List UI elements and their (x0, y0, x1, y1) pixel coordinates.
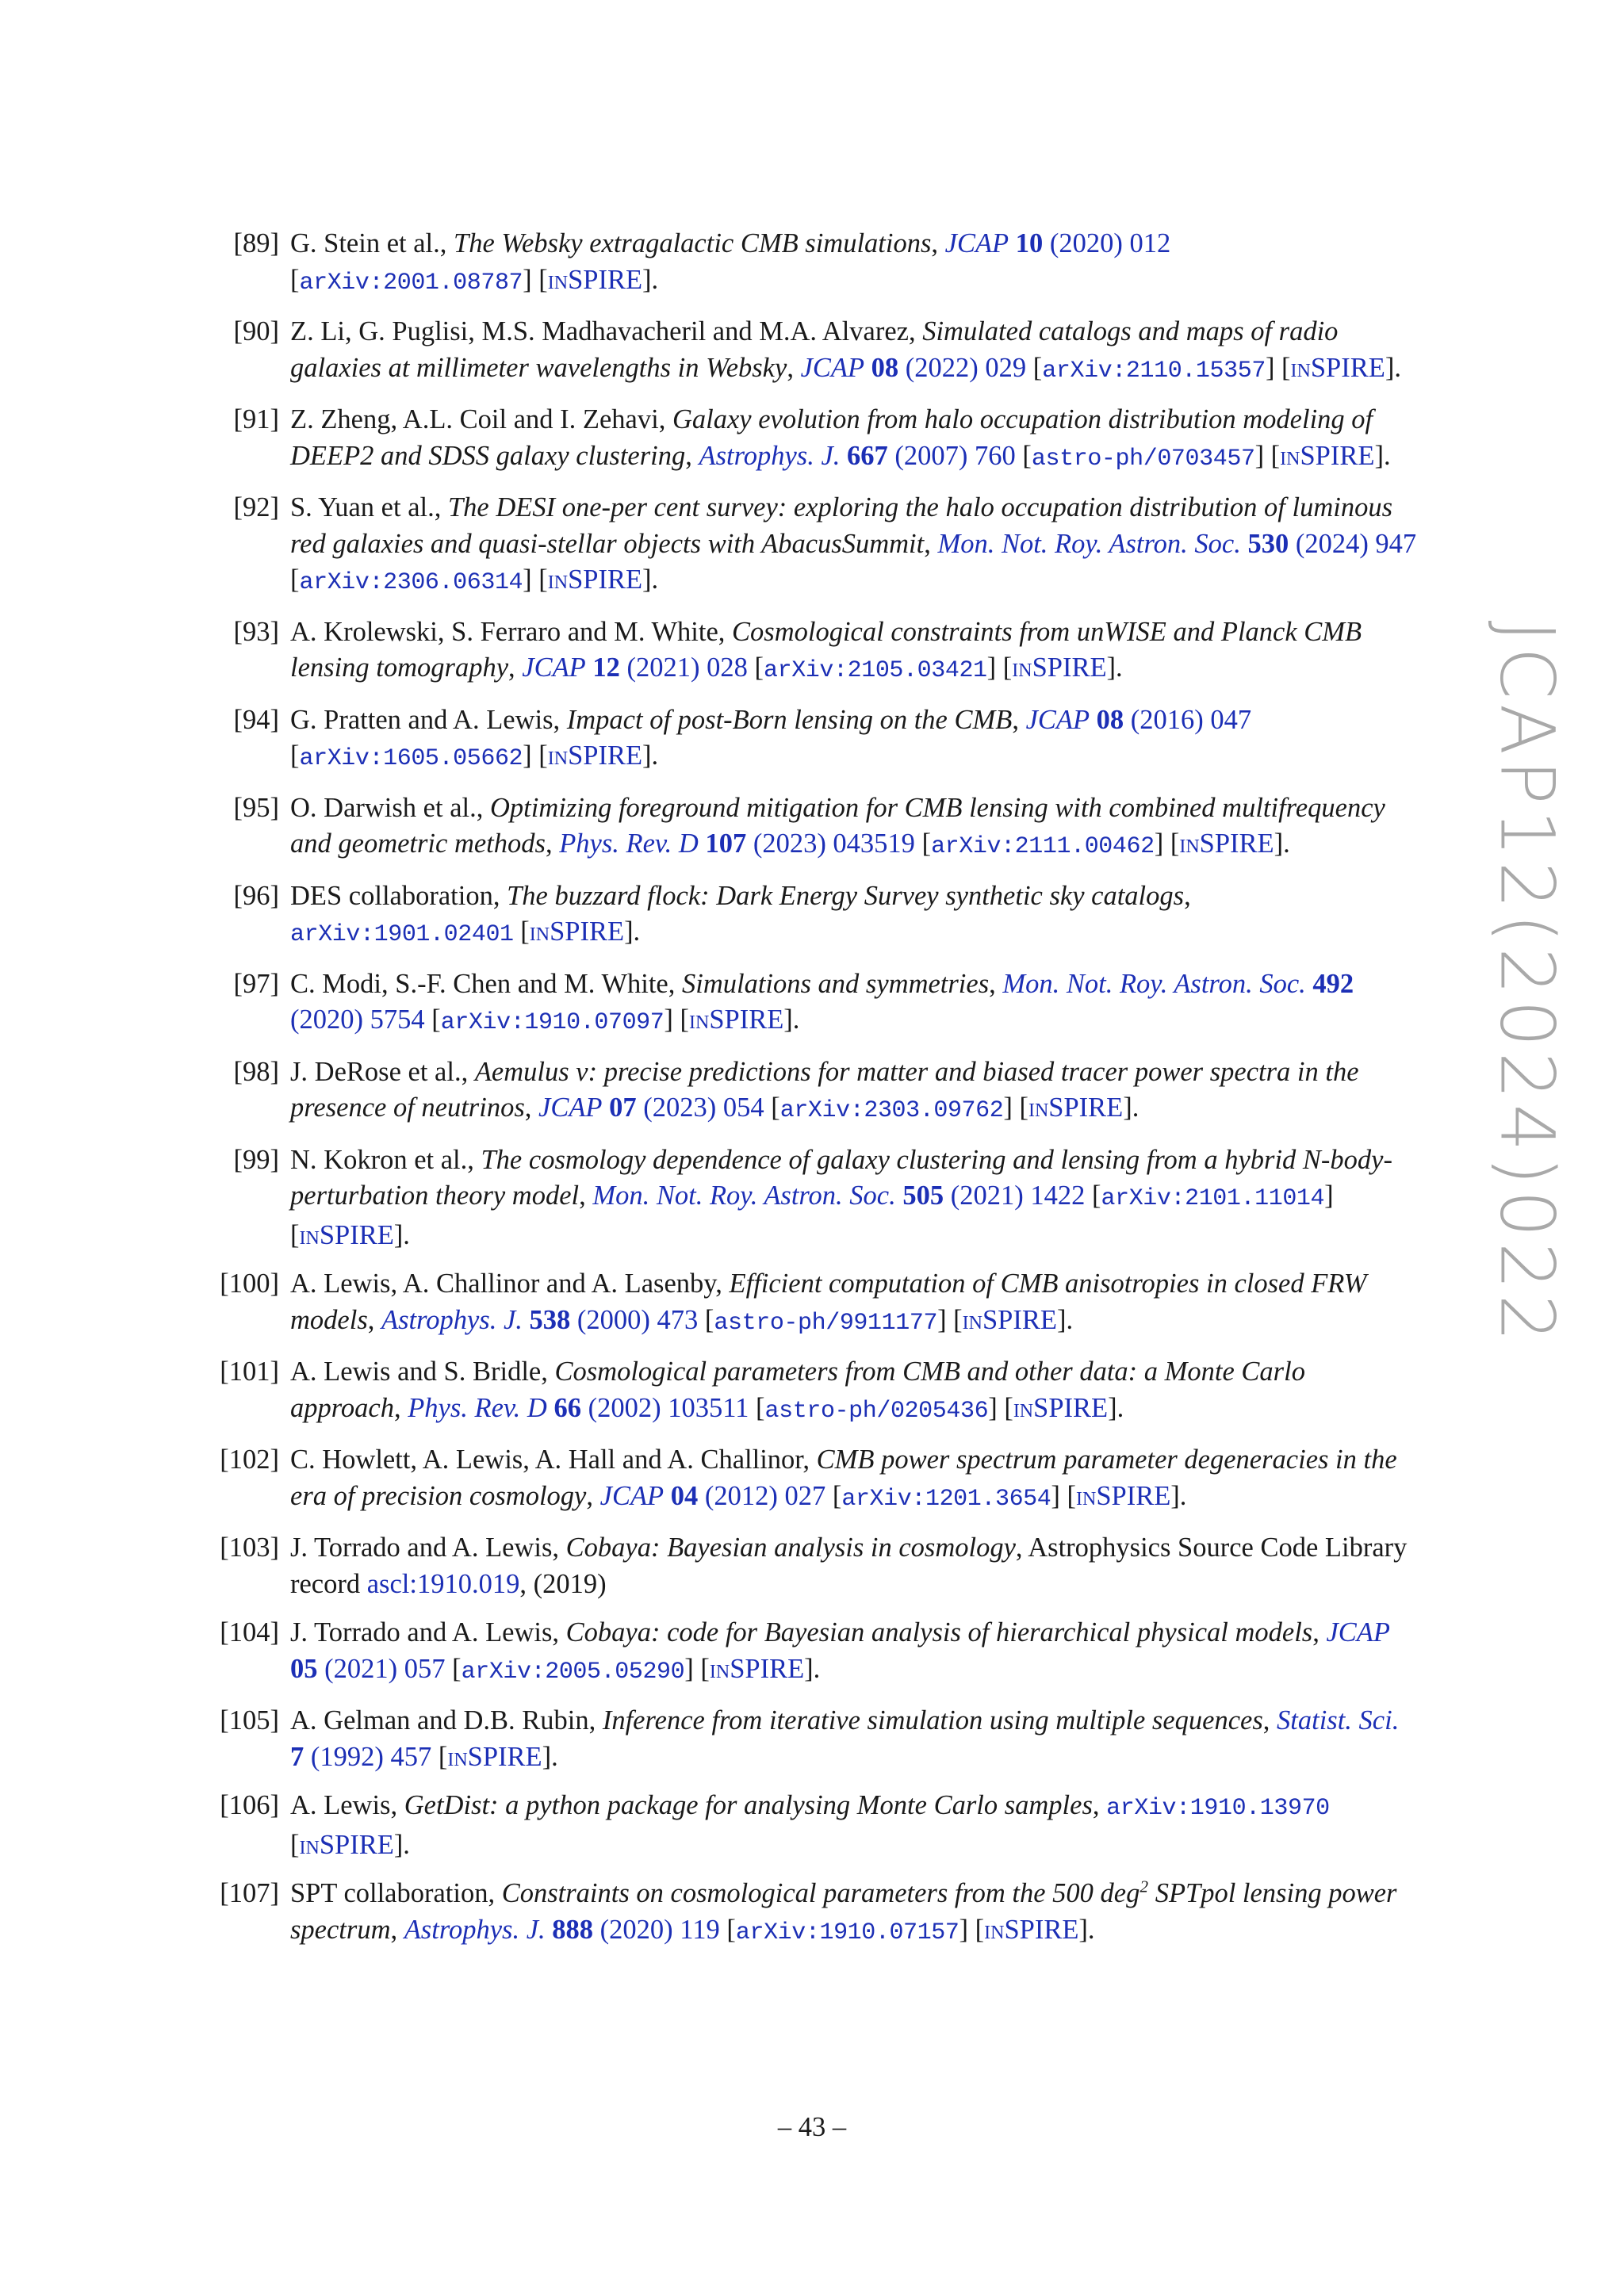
reference-title: Simulations and symmetries (681, 968, 990, 999)
reference-text (290, 228, 1170, 295)
arxiv-link[interactable]: astro-ph/0205436 (764, 1397, 989, 1425)
journal-link[interactable]: (2002) 103511 (580, 1392, 749, 1423)
reference-segment: A. Lewis and S. Bridle, (290, 1357, 555, 1387)
journal-link[interactable]: 08 (871, 352, 899, 383)
journal-link[interactable]: JCAP (522, 652, 586, 683)
reference-segment: , (787, 352, 801, 383)
reference-segment: , (989, 968, 1003, 999)
reference-segment: Z. Zheng, A.L. Coil and I. Zehavi, (290, 404, 672, 434)
reference-segment: J. Torrado and A. Lewis, (290, 1533, 566, 1563)
reference-segment: , Astrophysics Source Code Library record (290, 1533, 1408, 1599)
inspire-link[interactable]: inSPIRE (547, 564, 643, 595)
journal-link[interactable]: 888 (552, 1914, 594, 1945)
reference-segment: ]. (804, 1653, 821, 1684)
journal-link[interactable]: (2022) 029 (898, 352, 1027, 383)
journal-link[interactable]: 107 (705, 828, 747, 859)
reference-segment: ]. (393, 1219, 410, 1250)
inspire-link[interactable]: inSPIRE (709, 1653, 805, 1684)
reference-text (290, 1357, 1305, 1423)
reference-segment: ]. (624, 916, 641, 947)
arxiv-link[interactable]: arXiv:1201.3654 (841, 1485, 1051, 1513)
reference-segment: A. Lewis, (290, 1790, 404, 1820)
journal-link[interactable]: Astrophys. J. (404, 1914, 546, 1945)
journal-link[interactable]: JCAP (599, 1480, 665, 1511)
reference-segment: ] [ (290, 1181, 1334, 1250)
inspire-link[interactable]: inSPIRE (529, 916, 625, 947)
reference-title: Constraints on cosmological parameters from the 500 deg (501, 1878, 1140, 1908)
journal-link[interactable]: Phys. Rev. D (408, 1392, 547, 1423)
journal-link[interactable]: (2023) 054 (636, 1093, 764, 1123)
arxiv-link[interactable]: arXiv:2001.08787 (299, 269, 523, 297)
journal-link[interactable]: 667 (847, 440, 888, 471)
inspire-link[interactable]: inSPIRE (1076, 1480, 1171, 1511)
reference-segment (546, 1915, 553, 1945)
reference-segment: [ (1085, 1181, 1101, 1211)
reference-segment: [ (290, 564, 300, 595)
reference-segment: ] [ (523, 264, 548, 295)
reference-title: CMB power spectrum parameter degeneracies in the era of precision cosmology (290, 1445, 1397, 1511)
reference-segment: C. Modi, S.-F. Chen and M. White, (290, 968, 682, 999)
inspire-link[interactable]: inSPIRE (299, 1219, 394, 1250)
reference-text (290, 1269, 1366, 1335)
journal-link[interactable]: 66 (553, 1392, 581, 1423)
reference-segment: ]. (1108, 1392, 1124, 1423)
reference-segment: A. Krolewski, S. Ferraro and M. White, (290, 616, 733, 647)
arxiv-link[interactable]: arXiv:2303.09762 (779, 1097, 1004, 1124)
reference-segment: ] [ (1254, 440, 1281, 471)
journal-watermark (1483, 614, 1570, 1352)
journal-link[interactable]: JCAP (1025, 704, 1090, 735)
reference-text (290, 969, 1354, 1035)
reference-number: [92] (233, 492, 279, 522)
journal-link[interactable]: (2007) 760 (887, 440, 1016, 471)
reference-number: [90] (233, 316, 279, 346)
reference-segment: ]. (1078, 1914, 1095, 1945)
journal-link[interactable]: 08 (1096, 704, 1124, 735)
reference-number: [100] (220, 1269, 279, 1299)
reference-segment: ] [ (959, 1914, 985, 1945)
reference-item (228, 878, 1418, 954)
reference-segment: , (1012, 704, 1026, 735)
journal-link[interactable]: 505 (902, 1181, 944, 1211)
reference-segment: G. Stein et al., (290, 228, 454, 258)
watermark-text: JCAP12(2024)022 (1483, 620, 1570, 1346)
inspire-link[interactable]: inSPIRE (1280, 440, 1375, 471)
reference-segment: , (393, 1392, 408, 1423)
inspire-link[interactable]: inSPIRE (1013, 1392, 1109, 1423)
reference-segment: S. Yuan et al., (290, 492, 448, 522)
reference-segment: G. Pratten and A. Lewis, (290, 704, 567, 735)
inspire-link[interactable]: inSPIRE (984, 1914, 1079, 1945)
reference-title: Cobaya: code for Bayesian analysis of hierarchical physical models (565, 1617, 1313, 1647)
reference-segment: , (2019) (519, 1568, 607, 1599)
reference-segment: , (1312, 1617, 1327, 1647)
arxiv-link[interactable]: astro-ph/9911177 (714, 1309, 938, 1337)
reference-title: Impact of post-Born lensing on the CMB (566, 704, 1013, 735)
reference-segment: A. Lewis, A. Challinor and A. Lasenby, (290, 1269, 730, 1299)
reference-item (228, 314, 1418, 389)
reference-segment: ]. (542, 1741, 558, 1772)
reference-segment: [ (290, 740, 300, 771)
reference-segment: [ (431, 1741, 448, 1772)
inspire-link[interactable]: inSPIRE (447, 1741, 542, 1772)
reference-segment: ]. (642, 264, 659, 295)
reference-segment: Z. Li, G. Puglisi, M.S. Madhavacheril and M.A. Alvarez, (290, 316, 923, 346)
reference-segment: ]. (783, 1004, 800, 1035)
reference-title: The cosmology dependence of galaxy clustering and lensing from a hybrid N-body-perturbation theory model (290, 1144, 1392, 1211)
reference-title: Cobaya: Bayesian analysis in cosmology (565, 1533, 1016, 1563)
journal-link[interactable]: (1992) 457 (304, 1741, 432, 1772)
reference-number: [99] (233, 1144, 279, 1175)
reference-segment: O. Darwish et al., (290, 792, 490, 823)
reference-number: [98] (233, 1056, 279, 1087)
reference-text (290, 1057, 1359, 1123)
reference-segment: , (508, 652, 523, 683)
reference-segment (840, 441, 847, 471)
reference-text (290, 617, 1362, 683)
arxiv-link[interactable]: arXiv:2101.11014 (1101, 1185, 1325, 1212)
reference-text (290, 1617, 1390, 1684)
reference-segment: ] [ (523, 564, 548, 595)
journal-link[interactable]: 07 (609, 1093, 637, 1123)
reference-number: [89] (233, 228, 279, 258)
reference-segment: A. Gelman and D.B. Rubin, (290, 1705, 603, 1735)
reference-number: [94] (233, 704, 279, 735)
reference-item (220, 1530, 1418, 1602)
arxiv-link[interactable]: arXiv:2105.03421 (764, 657, 987, 684)
reference-segment: J. Torrado and A. Lewis, (290, 1617, 566, 1647)
reference-title: Inference from iterative simulation using multiple sequences (602, 1705, 1263, 1735)
reference-segment: J. DeRose et al., (290, 1056, 475, 1087)
reference-segment (1090, 705, 1097, 735)
reference-item (228, 1054, 1418, 1130)
journal-link[interactable]: (2021) 057 (317, 1653, 446, 1684)
reference-segment: ]. (642, 740, 659, 771)
reference-segment: ]. (1170, 1480, 1187, 1511)
reference-item (228, 790, 1418, 866)
reference-number: [103] (220, 1533, 279, 1563)
reference-segment: , (367, 1304, 381, 1335)
reference-title: The Websky extragalactic CMB simulations (454, 228, 932, 258)
reference-title: GetDist: a python package for analysing Monte Carlo samples (404, 1790, 1093, 1820)
reference-title: Simulated catalogs and maps of radio galaxies at millimeter wavelengths in Websky (290, 316, 1339, 383)
inspire-link[interactable]: inSPIRE (547, 740, 643, 771)
reference-segment: ]. (1106, 652, 1123, 683)
reference-segment: , (545, 828, 560, 859)
reference-item (220, 1354, 1418, 1429)
reference-item (220, 1876, 1418, 1951)
reference-text (290, 881, 1191, 947)
reference-segment: [ (698, 1304, 714, 1335)
reference-segment: ]. (1056, 1304, 1074, 1335)
reference-text (290, 1790, 1330, 1860)
reference-segment: [ (1026, 352, 1043, 383)
inspire-link[interactable]: inSPIRE (1179, 828, 1274, 859)
reference-number: [93] (233, 616, 279, 647)
reference-number: [95] (233, 792, 279, 823)
arxiv-link[interactable]: arXiv:1605.05662 (299, 745, 523, 772)
reference-segment: , (685, 440, 699, 471)
journal-link[interactable]: Astrophys. J. (699, 440, 841, 471)
reference-segment: ]. (393, 1829, 410, 1860)
reference-segment: [ (424, 1004, 441, 1035)
reference-text (290, 1705, 1399, 1772)
arxiv-link[interactable]: arXiv:1910.07157 (735, 1919, 959, 1946)
reference-item (228, 1142, 1418, 1254)
inspire-link[interactable]: inSPIRE (547, 264, 643, 295)
reference-title: Efficient computation of CMB anisotropies in closed FRW models (290, 1269, 1367, 1335)
reference-item (220, 1266, 1418, 1341)
reference-text (290, 1445, 1397, 1511)
reference-segment: , (1262, 1705, 1277, 1735)
journal-link[interactable]: 492 (1312, 968, 1354, 999)
arxiv-link[interactable]: astro-ph/0703457 (1031, 445, 1255, 473)
reference-item (220, 1788, 1418, 1863)
reference-segment: [ (1015, 440, 1032, 471)
reference-segment: ] [ (664, 1004, 689, 1035)
reference-segment: ]. (1123, 1093, 1139, 1123)
reference-segment (602, 1093, 609, 1123)
reference-segment: [ (764, 1093, 780, 1123)
journal-link[interactable]: (2020) 012 (1043, 228, 1171, 258)
arxiv-link[interactable]: arXiv:1910.07097 (440, 1009, 665, 1036)
journal-link[interactable]: 538 (529, 1304, 571, 1335)
reference-segment: ] [ (937, 1304, 963, 1335)
reference-segment (1009, 228, 1016, 258)
journal-link[interactable]: Phys. Rev. D (559, 828, 699, 859)
journal-link[interactable]: 7 (290, 1741, 304, 1772)
reference-segment: , (579, 1181, 593, 1211)
reference-segment: ] [ (684, 1653, 710, 1684)
reference-segment (864, 353, 871, 383)
reference-title: Aemulus ν: precise predictions for matter and biased tracer power spectra in the presence of neutrinos (290, 1056, 1359, 1123)
reference-segment: SPT collaboration, (290, 1878, 502, 1908)
reference-segment: ]. (1385, 352, 1401, 383)
journal-link[interactable]: 10 (1015, 228, 1044, 258)
reference-title: Galaxy evolution from halo occupation distribution modeling of DEEP2 and SDSS galaxy clustering (290, 404, 1373, 471)
arxiv-link[interactable]: arXiv:2110.15357 (1042, 357, 1266, 385)
journal-link[interactable]: 04 (670, 1480, 699, 1511)
reference-item (228, 402, 1418, 477)
page-number: – 43 – (777, 2112, 847, 2142)
arxiv-link[interactable]: arXiv:2005.05290 (461, 1658, 685, 1686)
journal-link[interactable]: 05 (290, 1653, 318, 1684)
inspire-link[interactable]: inSPIRE (1290, 352, 1385, 383)
journal-link[interactable]: ascl:1910.019 (366, 1568, 520, 1599)
journal-link[interactable]: Mon. Not. Roy. Astron. Soc. (937, 528, 1241, 559)
inspire-link[interactable]: inSPIRE (962, 1304, 1057, 1335)
reference-text (290, 404, 1391, 471)
reference-list (220, 226, 1418, 1964)
reference-number: [107] (220, 1878, 279, 1908)
reference-number: [96] (233, 880, 279, 911)
arxiv-link[interactable]: arXiv:2306.06314 (299, 569, 523, 596)
reference-segment: [ (749, 1392, 765, 1423)
reference-title: Optimizing foreground mitigation for CMB lensing with combined multifrequency and geometric methods (290, 792, 1385, 859)
journal-link[interactable]: (2016) 047 (1124, 704, 1252, 735)
reference-segment: ] [ (986, 652, 1013, 683)
journal-link[interactable]: (2020) 5754 (290, 1004, 425, 1035)
reference-item (220, 1615, 1418, 1690)
reference-text (290, 793, 1385, 859)
reference-segment: ] [ (1051, 1480, 1076, 1511)
reference-title: SPTpol lensing power spectrum (290, 1878, 1397, 1945)
reference-segment: ] [ (523, 740, 548, 771)
journal-link[interactable]: JCAP (800, 352, 865, 383)
reference-item (220, 1703, 1418, 1775)
journal-link[interactable]: (2000) 473 (570, 1304, 699, 1335)
inspire-link[interactable]: inSPIRE (689, 1004, 784, 1035)
journal-link[interactable]: 530 (1247, 528, 1289, 559)
reference-segment: [ (290, 264, 300, 295)
reference-item (228, 490, 1418, 602)
reference-segment: , (924, 528, 938, 559)
reference-segment: [ (719, 1914, 736, 1945)
reference-title: The buzzard flock: Dark Energy Survey synthetic sky catalogs (507, 880, 1185, 911)
reference-segment (664, 1481, 671, 1511)
reference-segment: [ (747, 652, 764, 683)
reference-segment: , (1184, 880, 1191, 911)
journal-link[interactable]: (2023) 043519 (746, 828, 915, 859)
journal-link[interactable]: JCAP (538, 1093, 603, 1123)
reference-segment: ]. (642, 564, 659, 595)
reference-segment: ]. (1274, 828, 1290, 859)
reference-text (290, 492, 1416, 595)
reference-number: [105] (220, 1705, 279, 1735)
reference-segment: ]. (1374, 440, 1391, 471)
journal-link[interactable]: JCAP (944, 228, 1009, 258)
reference-segment: C. Howlett, A. Lewis, A. Hall and A. Challinor, (290, 1445, 817, 1475)
journal-link[interactable]: Mon. Not. Roy. Astron. Soc. (592, 1181, 896, 1211)
journal-link[interactable]: (2012) 027 (698, 1480, 826, 1511)
reference-segment: [ (825, 1480, 842, 1511)
reference-segment: , (586, 1480, 600, 1511)
reference-segment: , (931, 228, 945, 258)
arxiv-link[interactable]: arXiv:1901.02401 (290, 921, 514, 948)
reference-title: Cosmological constraints from unWISE and Planck CMB lensing tomography (290, 616, 1362, 683)
reference-segment: ] [ (1003, 1093, 1028, 1123)
reference-segment: ] [ (988, 1392, 1013, 1423)
reference-title: The DESI one-per cent survey: exploring the halo occupation distribution of luminous red galaxies and quasi-stellar objects with AbacusSummit (290, 492, 1392, 559)
reference-segment: [ (513, 916, 530, 947)
journal-link[interactable]: (2024) 947 (1289, 528, 1417, 559)
reference-text (290, 316, 1401, 383)
reference-item (228, 226, 1418, 301)
journal-link[interactable]: Statist. Sci. (1277, 1705, 1400, 1735)
journal-link[interactable]: 12 (592, 652, 620, 683)
reference-segment: , (524, 1093, 538, 1123)
inspire-link[interactable]: inSPIRE (1012, 652, 1107, 683)
reference-segment: ] [ (1265, 352, 1291, 383)
journal-link[interactable]: Mon. Not. Roy. Astron. Soc. (1002, 968, 1306, 999)
reference-number: [104] (220, 1617, 279, 1647)
reference-segment: [ (914, 828, 932, 859)
reference-segment: , (1092, 1790, 1107, 1820)
journal-link[interactable]: (2021) 1422 (944, 1181, 1086, 1211)
journal-link[interactable]: (2021) 028 (619, 652, 748, 683)
journal-link[interactable]: Astrophys. J. (381, 1304, 523, 1335)
reference-segment (523, 1305, 530, 1335)
journal-link[interactable]: JCAP (1326, 1617, 1390, 1647)
arxiv-link[interactable]: arXiv:1910.13970 (1106, 1795, 1330, 1822)
arxiv-link[interactable]: arXiv:2111.00462 (931, 833, 1155, 860)
reference-segment: [ (445, 1653, 462, 1684)
superscript: 2 (1139, 1877, 1149, 1896)
journal-link[interactable]: (2020) 119 (593, 1914, 720, 1945)
reference-segment: DES collaboration, (290, 880, 508, 911)
reference-number: [91] (233, 404, 279, 434)
reference-item (228, 614, 1418, 690)
reference-number: [106] (220, 1790, 279, 1820)
reference-number: [97] (233, 968, 279, 999)
reference-item (228, 702, 1418, 778)
reference-text (290, 1145, 1392, 1250)
reference-segment: ] [ (1154, 828, 1180, 859)
reference-text (290, 1878, 1396, 1945)
reference-segment: N. Kokron et al., (290, 1144, 481, 1175)
reference-number: [102] (220, 1445, 279, 1475)
reference-item (228, 966, 1418, 1042)
reference-title: Cosmological parameters from CMB and other data: a Monte Carlo approach (290, 1357, 1305, 1423)
reference-segment: [ (290, 1829, 300, 1860)
inspire-link[interactable]: inSPIRE (1028, 1093, 1124, 1123)
inspire-link[interactable]: inSPIRE (299, 1829, 394, 1860)
reference-text (290, 705, 1251, 771)
reference-number: [101] (220, 1357, 279, 1387)
reference-text (290, 1533, 1407, 1599)
reference-segment: , (390, 1914, 404, 1945)
reference-item (220, 1442, 1418, 1517)
